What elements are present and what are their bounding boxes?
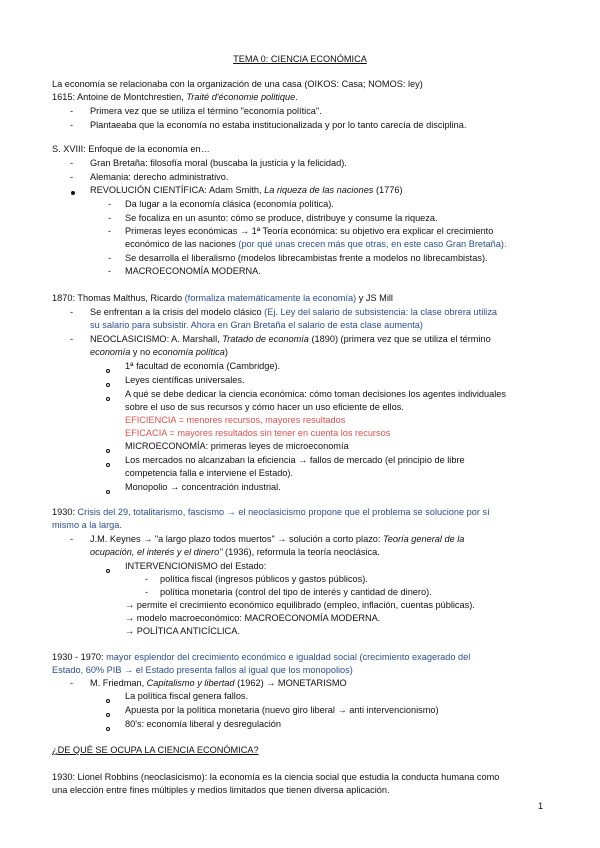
- definition-eficiencia: EFICIENCIA = menores recursos, mayores resultados: [125, 415, 346, 425]
- list-item: Primera vez que se utiliza el término "economía política".: [90, 106, 322, 116]
- section-heading: 1870: Thomas Malthus, Ricardo (formaliza matemáticamente la economía) y JS Mill: [52, 293, 393, 303]
- list-item: MACROECONOMÍA MODERNA.: [125, 266, 261, 276]
- circle-bullet-icon: [106, 458, 110, 471]
- dash-bullet: -: [70, 307, 74, 317]
- arrow-line: → POLÍTICA ANTICÍCLICA.: [125, 626, 240, 636]
- circle-bullet-icon: [106, 364, 110, 377]
- section-heading-continued: mismo a la larga.: [52, 520, 122, 530]
- dash-bullet: -: [70, 678, 74, 688]
- list-item: Primeras leyes económicas → 1ª Teoría económica: su objetivo era explicar el crecimiento: [125, 226, 494, 236]
- circle-bullet-icon: [106, 378, 110, 391]
- circle-bullet-icon: [106, 485, 110, 498]
- dash-bullet: -: [108, 226, 112, 236]
- dash-bullet: -: [70, 106, 74, 116]
- list-item: Da lugar a la economía clásica (economía política).: [125, 199, 334, 209]
- list-item: 1ª facultad de economía (Cambridge).: [125, 361, 281, 371]
- list-item: Se enfrentan a la crisis del modelo clásico (Ej. Ley del salario de subsistencia: la clase obrera utiliza: [90, 307, 498, 317]
- list-item: Se focaliza en un asunto: cómo se produce, distribuye y consume la riqueza.: [125, 213, 438, 223]
- dash-bullet: -: [70, 120, 74, 130]
- list-item: M. Friedman, Capitalismo y libertad (1962) → MONETARISMO: [90, 678, 347, 688]
- intro-montchrestien: 1615: Antoine de Montchrestien, Traité d'économie politique.: [52, 92, 298, 102]
- dash-bullet: -: [70, 534, 74, 544]
- section-heading: 1930: Crisis del 29, totalitarismo, fascismo → el neoclasicismo propone que el problema se solucione por sí: [52, 507, 490, 517]
- list-item: MICROECONOMÍA: primeras leyes de microeconomía: [125, 441, 349, 451]
- dash-bullet: -: [108, 199, 112, 209]
- intro-line: La economía se relacionaba con la organización de una casa (OIKOS: Casa; NOMOS: ley): [52, 79, 423, 89]
- section-heading: 1930 - 1970: mayor esplendor del crecimiento económico e igualdad social (crecimiento exagerado del: [52, 652, 471, 662]
- circle-bullet-icon: [106, 708, 110, 721]
- paragraph-line: una elección entre fines múltiples y medios limitados que tienen diversa aplicación.: [52, 785, 390, 795]
- dash-bullet: -: [108, 253, 112, 263]
- circle-bullet-icon: [106, 722, 110, 735]
- list-item-continued: competencia falla e interviene el Estado).: [125, 468, 294, 478]
- section-heading: S. XVIII: Enfoque de la economía en…: [52, 144, 210, 154]
- circle-bullet-icon: [106, 694, 110, 707]
- list-item: Se desarrolla el liberalismo (modelos librecambistas frente a modelos no librecambistas).: [125, 253, 488, 263]
- arrow-line: → modelo macroeconómico: MACROECONOMÍA MODERNA.: [125, 613, 381, 623]
- list-item-continued: ocupación, el interés y el dinero" (1936), reformula la teoría neoclásica.: [90, 547, 380, 557]
- list-item: política fiscal (ingresos públicos y gastos públicos).: [160, 574, 368, 584]
- dash-bullet: -: [145, 587, 149, 597]
- dot-bullet-icon: [71, 186, 75, 199]
- list-item: 80's: economía liberal y desregulación: [125, 719, 281, 729]
- list-item: Apuesta por la política monetaria (nuevo giro liberal → anti intervencionismo): [125, 705, 439, 715]
- list-item: NEOCLASICISMO: A. Marshall, Tratado de economía (1890) (primera vez que se utiliza el término: [90, 334, 491, 344]
- question-heading: ¿DE QUÉ SE OCUPA LA CIENCIA ECONÓMICA?: [52, 745, 259, 755]
- list-item-continued: económico de las naciones (por qué unas crecen más que otras, en este caso Gran Bretaña).: [125, 239, 507, 249]
- list-item: Plantaeaba que la economía no estaba institucionalizada y por lo tanto carecía de disciplina.: [90, 120, 467, 130]
- dash-bullet: -: [108, 266, 112, 276]
- page-title: TEMA 0: CIENCIA ECONÓMICA: [233, 54, 367, 64]
- list-item: La política fiscal genera fallos.: [125, 691, 249, 701]
- dash-bullet: -: [70, 334, 74, 344]
- circle-bullet-icon: [106, 564, 110, 577]
- list-item: J.M. Keynes → "a largo plazo todos muertos" → solución a corto plazo: Teoría general de la: [90, 534, 465, 544]
- definition-eficacia: EFICACIA = mayores resultados sin tener en cuenta los recursos: [125, 428, 391, 438]
- list-item: Alemania: derecho administrativo.: [90, 172, 229, 182]
- list-item: Gran Bretaña: filosofía moral (buscaba la justicia y la felicidad).: [90, 158, 347, 168]
- page-number: 1: [538, 801, 544, 811]
- dash-bullet: -: [70, 172, 74, 182]
- list-item-continued: sobre el uso de sus recursos y cómo hacer un uso eficiente de ellos.: [125, 402, 404, 412]
- dash-bullet: -: [145, 574, 149, 584]
- list-item: INTERVENCIONISMO del Estado:: [125, 561, 267, 571]
- list-item: REVOLUCIÓN CIENTÍFICA: Adam Smith, La riqueza de las naciones (1776): [90, 185, 403, 195]
- list-item: Monopolio → concentración industrial.: [125, 482, 281, 492]
- circle-bullet-icon: [106, 444, 110, 457]
- list-item: A qué se debe dedicar la ciencia económica: cómo toman decisiones los agentes individuales: [125, 389, 507, 399]
- circle-bullet-icon: [106, 392, 110, 405]
- section-heading-continued: Estado, 60% PIB → el Estado presenta fallos al igual que los monopolios): [52, 665, 353, 675]
- list-item-continued: economía y no economía política): [90, 347, 228, 357]
- dash-bullet: -: [108, 213, 112, 223]
- paragraph-line: 1930: Lionel Robbins (neoclasicismo): la economía es la ciencia social que estudia la conducta humana como: [52, 772, 500, 782]
- list-item-continued: su salario para subsistir. Ahora en Gran Bretaña el salario de esta clase aumenta): [90, 320, 423, 330]
- list-item: política monetaria (control del tipo de interés y cantidad de dinero).: [160, 587, 432, 597]
- list-item: Los mercados no alcanzaban la eficiencia → fallos de mercado (el principio de libre: [125, 455, 465, 465]
- list-item: Leyes científicas universales.: [125, 375, 245, 385]
- arrow-line: → permite el crecimiento económico equilibrado (empleo, inflación, cuentas públicas).: [125, 600, 475, 610]
- dash-bullet: -: [70, 158, 74, 168]
